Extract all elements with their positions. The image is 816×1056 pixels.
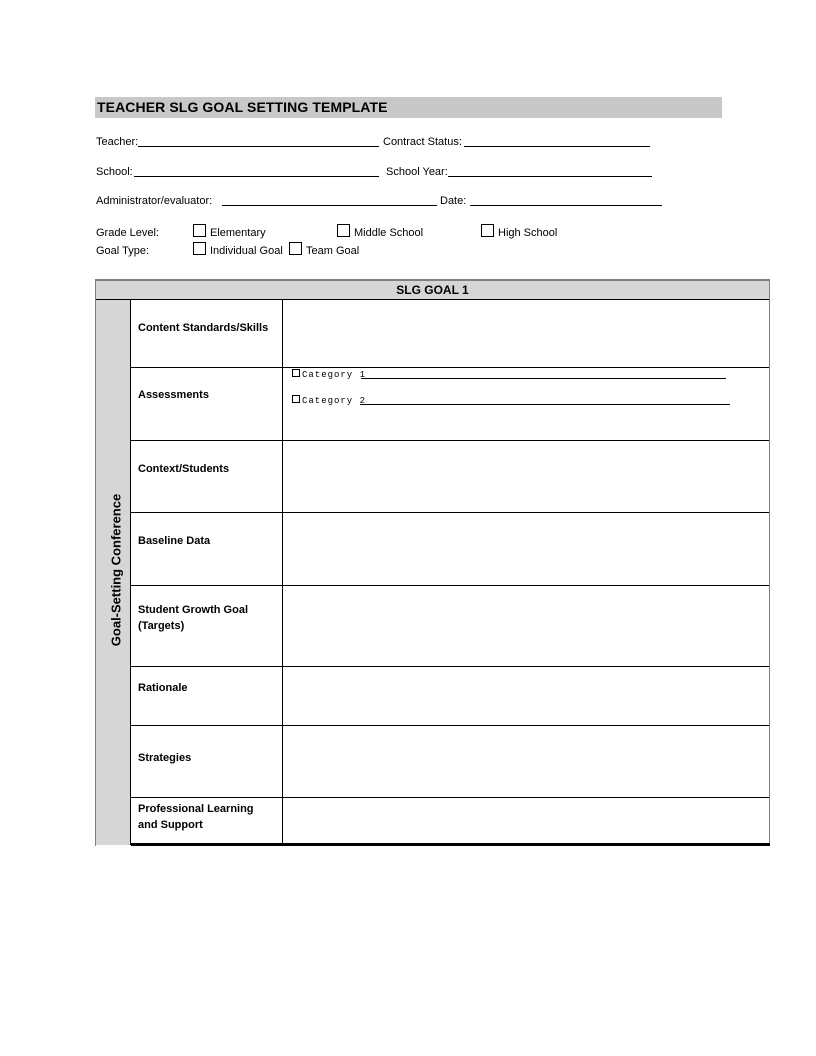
context-students-input[interactable]	[283, 441, 769, 512]
elementary-checkbox[interactable]	[193, 224, 206, 237]
category-1-label: Category 1	[302, 370, 367, 380]
checkbox-icon[interactable]	[292, 395, 300, 403]
middle-school-label: Middle School	[354, 227, 424, 239]
student-growth-goal-input[interactable]	[283, 586, 769, 666]
school-label: School:	[96, 166, 133, 178]
content-standards-input[interactable]	[283, 300, 769, 367]
middle-school-checkbox[interactable]	[337, 224, 350, 237]
row-label: Strategies	[138, 752, 192, 764]
school-year-label: School Year:	[386, 166, 448, 178]
category-2-option[interactable]	[292, 395, 366, 406]
contract-status-field[interactable]	[464, 146, 650, 147]
baseline-data-input[interactable]	[283, 513, 769, 585]
team-goal-label: Team Goal	[306, 245, 360, 257]
row-label: Rationale	[138, 682, 188, 694]
high-school-label: High School	[498, 227, 558, 239]
individual-goal-checkbox[interactable]	[193, 242, 206, 255]
row-label: Baseline Data	[138, 535, 211, 547]
administrator-field[interactable]	[222, 205, 437, 206]
checkbox-icon[interactable]	[292, 369, 300, 377]
professional-learning-input[interactable]	[283, 798, 769, 843]
row-label: Context/Students	[138, 463, 230, 475]
date-label: Date:	[440, 195, 467, 207]
row-label: Assessments	[138, 389, 209, 401]
side-label: Goal-Setting Conference	[108, 493, 124, 647]
elementary-label: Elementary	[210, 227, 266, 239]
high-school-checkbox[interactable]	[481, 224, 494, 237]
table-header-title: SLG GOAL 1	[396, 283, 469, 297]
page-title: TEACHER SLG GOAL SETTING TEMPLATE	[97, 99, 388, 115]
row-label: Professional Learning and Support	[138, 803, 254, 831]
contract-status-label: Contract Status:	[383, 136, 462, 148]
category-2-label: Category 2	[302, 396, 367, 406]
individual-goal-label: Individual Goal	[210, 245, 283, 257]
goal-type-label: Goal Type:	[96, 245, 149, 257]
teacher-label: Teacher:	[96, 136, 139, 148]
rationale-input[interactable]	[283, 667, 769, 725]
category-2-field[interactable]	[360, 404, 730, 405]
team-goal-checkbox[interactable]	[289, 242, 302, 255]
table-right-border	[769, 279, 770, 845]
strategies-input[interactable]	[283, 726, 769, 797]
school-year-field[interactable]	[448, 176, 652, 177]
grade-level-label: Grade Level:	[96, 227, 159, 239]
category-1-field[interactable]	[361, 378, 726, 379]
school-field[interactable]	[134, 176, 379, 177]
table-bottom-border	[131, 843, 770, 846]
date-field[interactable]	[470, 205, 662, 206]
table-header	[96, 281, 769, 300]
teacher-field[interactable]	[138, 146, 379, 147]
row-label: Student Growth Goal (Targets)	[138, 604, 248, 632]
category-1-option[interactable]	[292, 369, 366, 380]
administrator-label: Administrator/evaluator:	[96, 195, 213, 207]
row-label: Content Standards/Skills	[138, 322, 269, 334]
